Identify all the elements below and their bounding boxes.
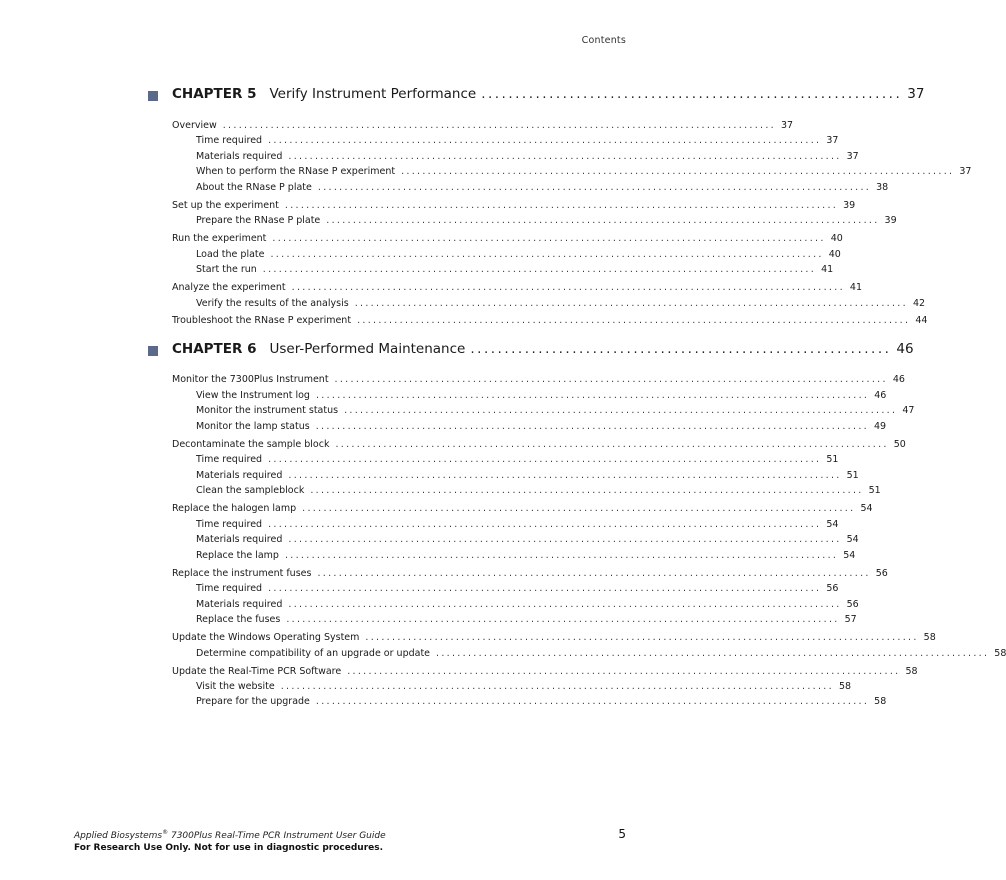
toc-entry-title: Decontaminate the sample block <box>172 439 330 450</box>
toc-entry[interactable] <box>172 665 918 679</box>
toc-entry-title: Monitor the 7300Plus Instrument <box>172 374 329 385</box>
toc-entry[interactable] <box>172 567 888 581</box>
chapter-label: CHAPTER 5 <box>172 86 257 102</box>
chapter-page: 37 <box>907 86 925 102</box>
footer-brand: Applied Biosystems <box>74 831 163 841</box>
toc-entry-page: 51 <box>868 485 881 496</box>
registered-mark: ® <box>162 829 169 836</box>
toc-entry[interactable] <box>172 631 936 645</box>
toc-entry-page: 39 <box>843 200 856 211</box>
dot-leader: ........................................................................................................ <box>334 374 888 385</box>
dot-leader: ........................................................................................................ <box>317 568 871 579</box>
dot-leader: ........................................................................................................ <box>354 298 908 309</box>
dot-leader: ........................................................................................................ <box>326 215 880 226</box>
toc-entry-page: 38 <box>876 182 889 193</box>
toc-entry-page: 40 <box>830 233 843 244</box>
toc-entry-page: 57 <box>844 614 857 625</box>
toc-subentry[interactable] <box>196 680 852 694</box>
toc-entry-page: 42 <box>912 298 926 309</box>
toc-entry-title: Clean the sampleblock <box>196 485 305 496</box>
chapter-title: Verify Instrument Performance <box>269 86 477 102</box>
chapter-label: CHAPTER 6 <box>172 341 257 357</box>
toc-entry-page: 47 <box>902 405 915 416</box>
toc-subentry[interactable] <box>196 420 887 434</box>
toc-entry-page: 50 <box>893 439 906 450</box>
toc-entry-title: About the RNase P plate <box>196 182 312 193</box>
dot-leader: ........................................................................................................ <box>286 614 840 625</box>
toc-entry-title: Visit the website <box>196 681 275 692</box>
toc-entry-page: 54 <box>860 503 873 514</box>
toc-subentry[interactable] <box>196 453 839 467</box>
toc-entry-title: Monitor the lamp status <box>196 421 310 432</box>
toc-entry-title: Materials required <box>196 470 283 481</box>
toc-entry-page: 40 <box>828 249 841 260</box>
dot-leader: .............................................................. <box>470 341 892 357</box>
toc-subentry[interactable] <box>196 297 926 311</box>
toc-subentry[interactable] <box>196 165 972 179</box>
toc-entry[interactable] <box>172 438 906 452</box>
toc-entry-page: 58 <box>905 666 918 677</box>
dot-leader: ........................................................................................................ <box>335 439 889 450</box>
dot-leader: ........................................................................................................ <box>268 135 822 146</box>
toc-subentry[interactable] <box>196 181 889 195</box>
toc-entry-page: 37 <box>959 166 972 177</box>
toc-entry-page: 37 <box>781 120 794 131</box>
toc-entry-page: 58 <box>994 648 1006 659</box>
toc-subentry[interactable] <box>196 598 859 612</box>
toc-subentry[interactable] <box>196 549 856 563</box>
toc-entry-title: Start the run <box>196 264 257 275</box>
dot-leader: ........................................................................................................ <box>280 681 834 692</box>
toc-entry-page: 56 <box>846 599 859 610</box>
dot-leader: ........................................................................................................ <box>315 696 870 707</box>
toc-entry-page: 58 <box>923 632 936 643</box>
toc-entry-title: Troubleshoot the RNase P experiment <box>172 315 352 326</box>
toc-entry-title: Materials required <box>196 599 283 610</box>
toc-entry-title: Replace the fuses <box>196 614 281 625</box>
toc-entry[interactable] <box>172 232 843 246</box>
toc-entry-title: Materials required <box>196 151 283 162</box>
toc-entry[interactable] <box>172 199 856 213</box>
toc-entry-title: Update the Real-Time PCR Software <box>172 666 342 677</box>
toc-entry-page: 49 <box>873 421 887 432</box>
toc-entry-title: Time required <box>196 519 263 530</box>
toc-entry-title: Time required <box>196 454 263 465</box>
dot-leader: ........................................................................................................ <box>347 666 901 677</box>
toc-entry-page: 37 <box>846 151 859 162</box>
dot-leader: ........................................................................................................ <box>262 264 817 275</box>
dot-leader: ........................................................................................................ <box>317 182 872 193</box>
toc-entry-page: 41 <box>821 264 834 275</box>
dot-leader: ........................................................................................................ <box>344 405 898 416</box>
toc-subentry[interactable] <box>196 389 887 403</box>
dot-leader: ........................................................................................................ <box>288 470 842 481</box>
toc-entry[interactable] <box>172 119 794 133</box>
toc-entry[interactable] <box>172 314 928 328</box>
dot-leader: ........................................................................................................ <box>288 599 842 610</box>
dot-leader: ........................................................................................................ <box>357 315 911 326</box>
toc-entry-title: Set up the experiment <box>172 200 279 211</box>
chapter-page: 46 <box>896 341 914 357</box>
square-bullet-icon <box>148 346 158 356</box>
toc-subentry[interactable] <box>196 613 857 627</box>
toc-entry-page: 51 <box>846 470 859 481</box>
toc-subentry[interactable] <box>196 695 887 709</box>
toc-entry-page: 41 <box>849 282 862 293</box>
chapter-5-heading[interactable] <box>148 86 925 106</box>
toc-entry-title: Prepare the RNase P plate <box>196 215 321 226</box>
dot-leader: ........................................................................................................ <box>291 282 845 293</box>
chapter-6-heading[interactable] <box>148 341 914 361</box>
dot-leader: ........................................................................................................ <box>436 648 990 659</box>
toc-subentry[interactable] <box>196 134 839 148</box>
toc-entry-title: Materials required <box>196 534 283 545</box>
page-number: 5 <box>618 827 626 841</box>
toc-entry-page: 56 <box>826 583 839 594</box>
dot-leader: ........................................................................................................ <box>315 390 870 401</box>
square-bullet-icon <box>148 91 158 101</box>
dot-leader: ........................................................................................................ <box>272 233 826 244</box>
dot-leader: ........................................................................................................ <box>310 485 864 496</box>
toc-entry-title: Time required <box>196 135 263 146</box>
dot-leader: ........................................................................................................ <box>401 166 955 177</box>
header-section-label: Contents <box>581 35 626 46</box>
toc-subentry[interactable] <box>196 248 841 262</box>
toc-entry-title: Replace the halogen lamp <box>172 503 297 514</box>
footer-guide-title <box>74 829 386 841</box>
toc-entry[interactable] <box>172 502 873 516</box>
dot-leader: ........................................................................................................ <box>288 151 842 162</box>
toc-entry-title: Monitor the instrument status <box>196 405 339 416</box>
toc-entry-page: 46 <box>874 390 887 401</box>
toc-subentry[interactable] <box>196 518 839 532</box>
toc-entry-page: 58 <box>838 681 852 692</box>
dot-leader: ........................................................................................................ <box>222 120 776 131</box>
toc-subentry[interactable] <box>196 214 897 228</box>
toc-entry[interactable] <box>172 281 862 295</box>
toc-entry-page: 39 <box>884 215 897 226</box>
toc-entry-page: 51 <box>826 454 839 465</box>
toc-entry-title: Overview <box>172 120 217 131</box>
dot-leader: ........................................................................................................ <box>268 519 822 530</box>
dot-leader: .............................................................. <box>481 86 903 102</box>
footer-disclaimer: For Research Use Only. Not for use in diagnostic procedures. <box>74 843 384 853</box>
toc-entry[interactable] <box>172 373 905 387</box>
dot-leader: ........................................................................................................ <box>270 249 824 260</box>
toc-entry-title: Determine compatibility of an upgrade or update <box>196 648 431 659</box>
toc-subentry[interactable] <box>196 582 839 596</box>
toc-entry-title: Replace the instrument fuses <box>172 568 312 579</box>
toc-entry-title: Load the plate <box>196 249 265 260</box>
toc-entry-title: When to perform the RNase P experiment <box>196 166 396 177</box>
toc-subentry[interactable] <box>196 647 1006 661</box>
chapter-title: User-Performed Maintenance <box>269 341 466 357</box>
toc-entry-page: 44 <box>915 315 928 326</box>
toc-subentry[interactable] <box>196 150 859 164</box>
toc-entry-title: Analyze the experiment <box>172 282 286 293</box>
toc-entry-title: Update the Windows Operating System <box>172 632 360 643</box>
toc-subentry[interactable] <box>196 484 881 498</box>
toc-subentry[interactable] <box>196 404 915 418</box>
dot-leader: ........................................................................................................ <box>365 632 919 643</box>
toc-subentry[interactable] <box>196 263 834 277</box>
footer-guide-name: 7300Plus Real-Time PCR Instrument User Guide <box>168 831 386 841</box>
toc-entry-page: 54 <box>843 550 856 561</box>
toc-entry-page: 46 <box>892 374 905 385</box>
dot-leader: ........................................................................................................ <box>288 534 842 545</box>
toc-subentry[interactable] <box>196 533 859 547</box>
toc-entry-page: 54 <box>826 519 839 530</box>
toc-entry-title: Verify the results of the analysis <box>196 298 349 309</box>
toc-entry-title: Run the experiment <box>172 233 267 244</box>
dot-leader: ........................................................................................................ <box>302 503 856 514</box>
dot-leader: ........................................................................................................ <box>268 583 822 594</box>
toc-entry-title: Time required <box>196 583 263 594</box>
toc-entry-title: Prepare for the upgrade <box>196 696 310 707</box>
toc-entry-page: 37 <box>826 135 839 146</box>
toc-entry-page: 58 <box>874 696 887 707</box>
toc-entry-title: View the Instrument log <box>196 390 310 401</box>
dot-leader: ........................................................................................................ <box>284 200 839 211</box>
toc-entry-title: Replace the lamp <box>196 550 279 561</box>
toc-entry-page: 54 <box>846 534 859 545</box>
dot-leader: ........................................................................................................ <box>284 550 839 561</box>
toc-subentry[interactable] <box>196 469 859 483</box>
toc-entry-page: 56 <box>875 568 888 579</box>
dot-leader: ........................................................................................................ <box>268 454 822 465</box>
dot-leader: ........................................................................................................ <box>315 421 869 432</box>
